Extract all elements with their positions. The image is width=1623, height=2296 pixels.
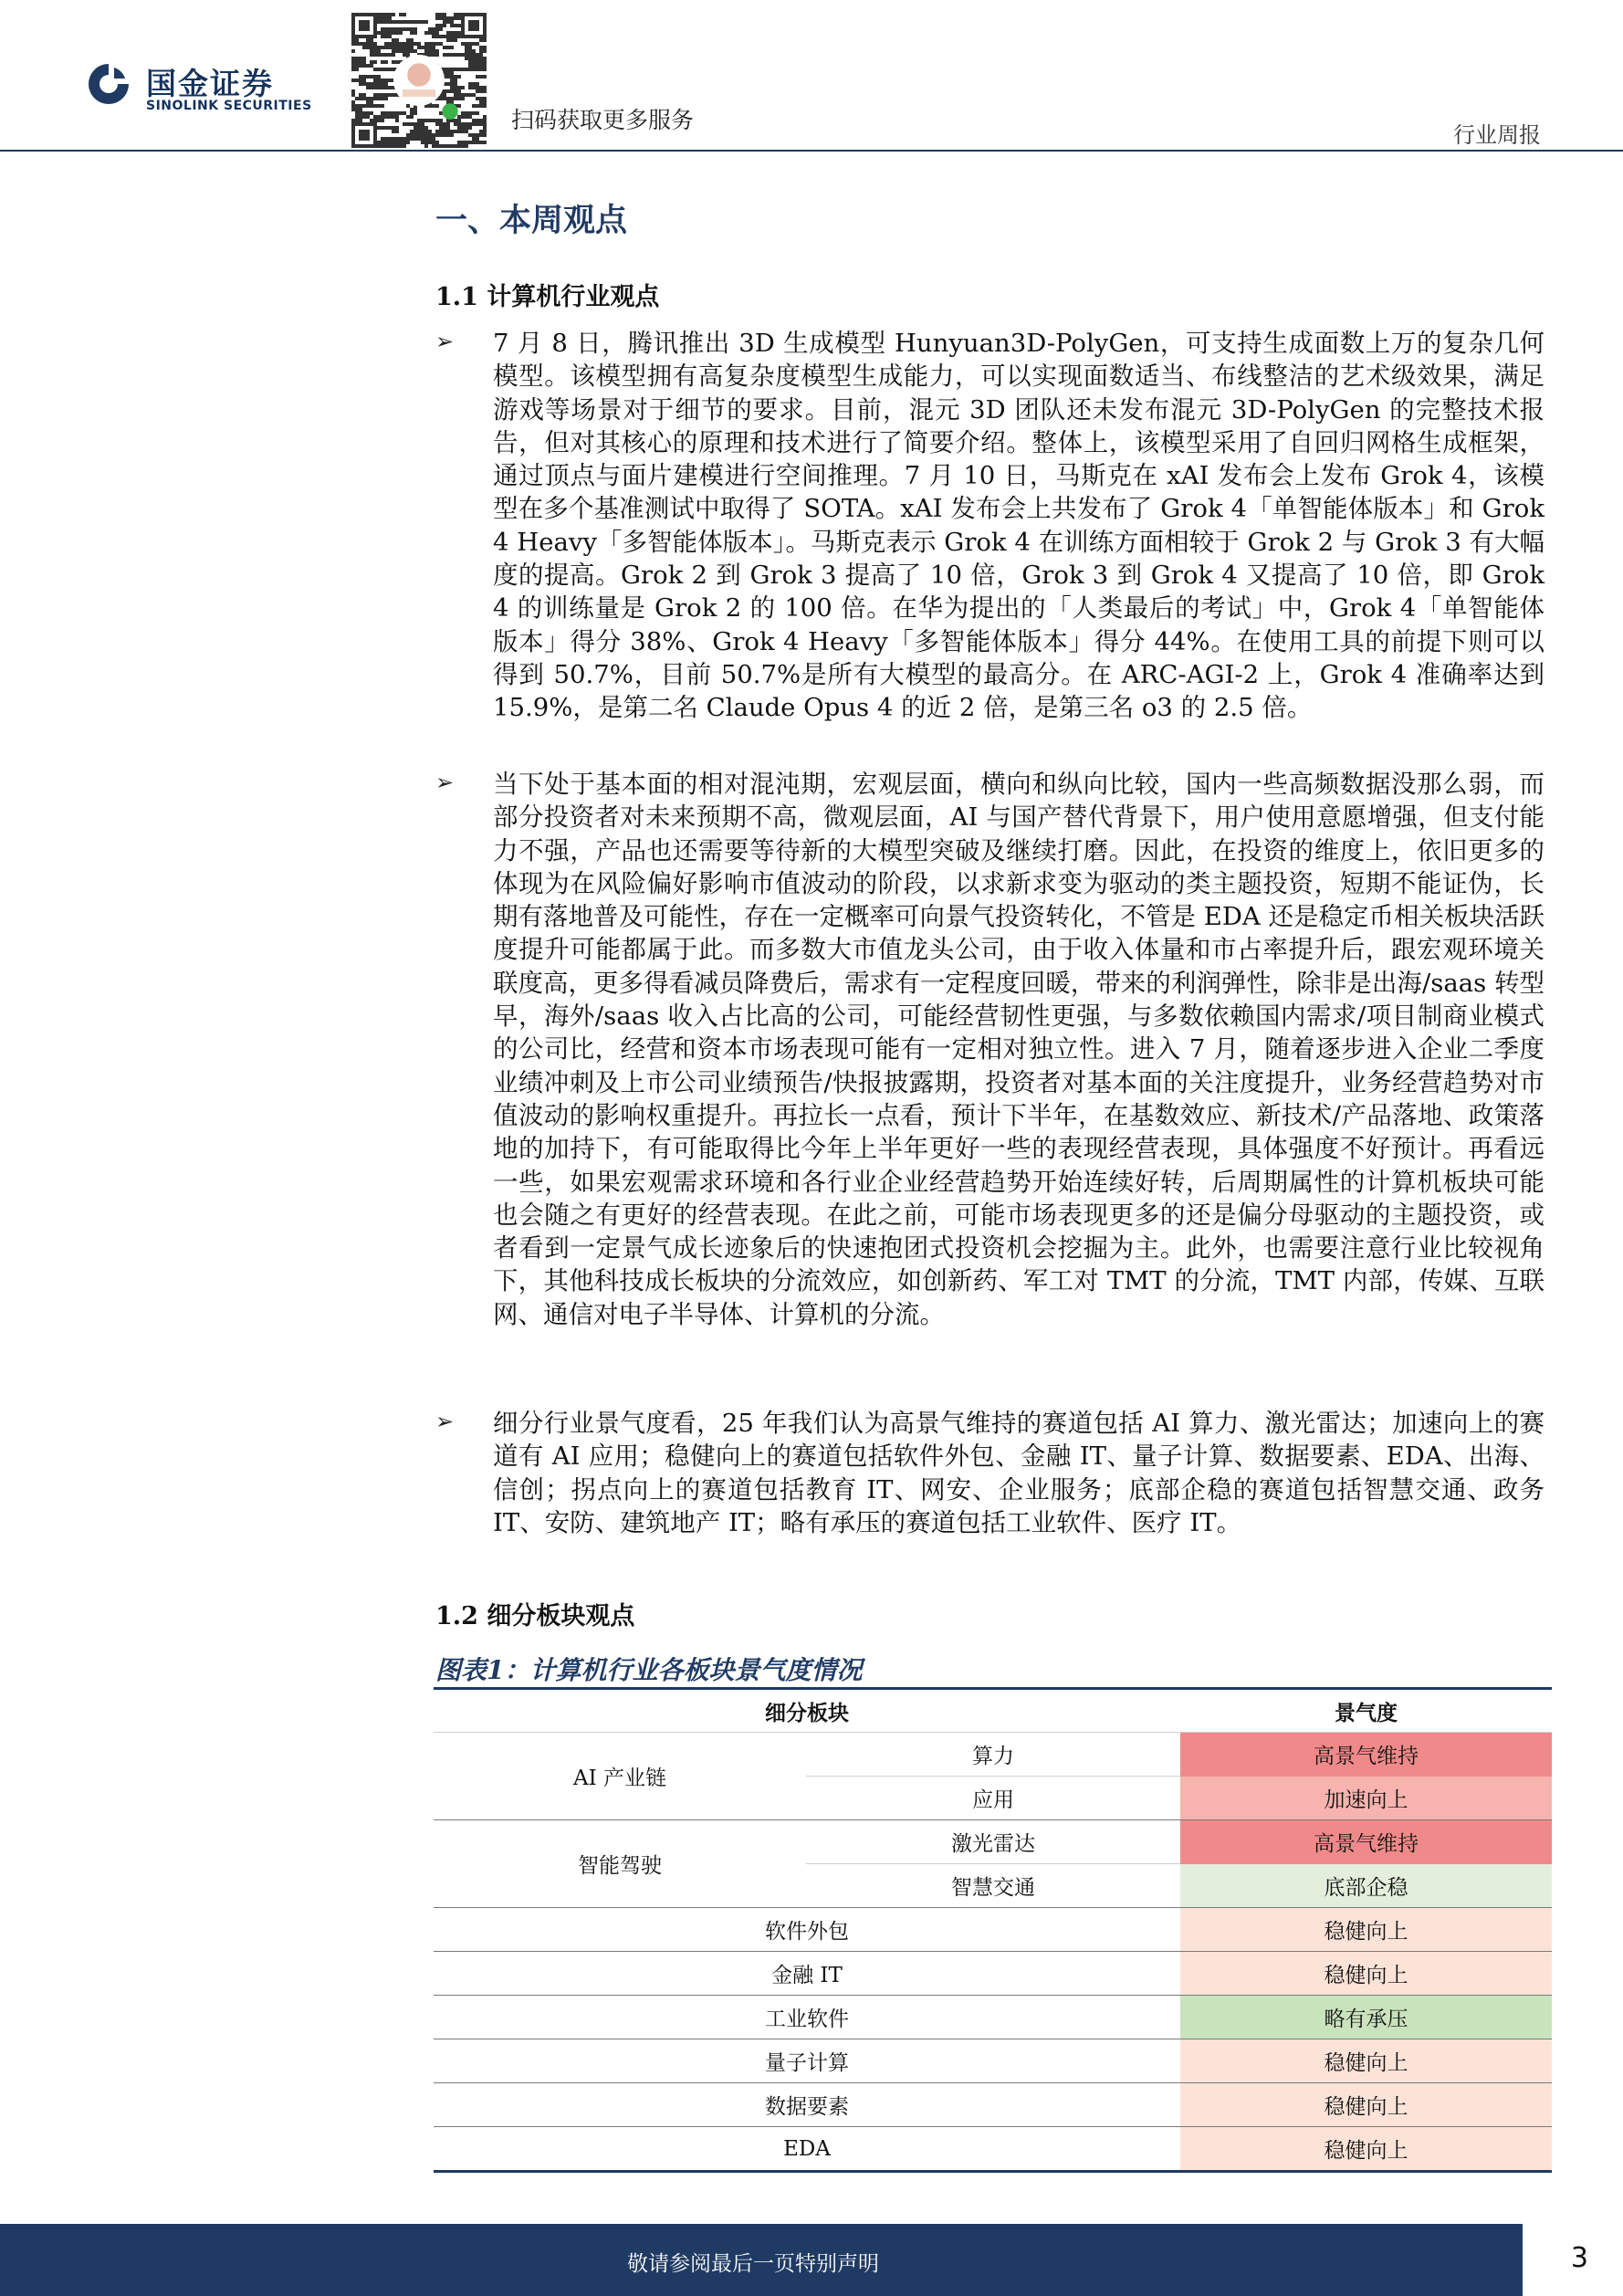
status-cell: 稳健向上 — [1180, 2083, 1552, 2127]
table-row — [434, 1733, 1552, 1777]
table-row — [434, 2127, 1552, 2172]
status-cell: 略有承压 — [1180, 1996, 1552, 2039]
arrow-bullet-icon: ➢ — [435, 329, 455, 354]
status-cell: 底部企稳 — [1180, 1864, 1552, 1908]
table-row — [434, 1908, 1552, 1952]
sector-name: EDA — [434, 2127, 1180, 2172]
report-type-label: 行业周报 — [1453, 122, 1541, 148]
table-row — [434, 2083, 1552, 2127]
sub-sector: 激光雷达 — [806, 1820, 1180, 1864]
status-cell: 稳健向上 — [1180, 2127, 1552, 2172]
brand-name-cn: 国金证券 — [146, 66, 274, 101]
page-number: 3 — [1570, 2242, 1588, 2274]
group-name: 智能驾驶 — [434, 1820, 806, 1908]
arrow-bullet-icon: ➢ — [435, 1409, 455, 1434]
sector-table — [434, 1690, 1552, 2173]
sub-sector: 算力 — [806, 1733, 1180, 1777]
col-header-status: 景气度 — [1180, 1690, 1552, 1733]
arrow-bullet-icon: ➢ — [435, 770, 455, 795]
section-title: 一、本周观点 — [435, 203, 628, 239]
header-divider — [0, 150, 1623, 152]
table-header-row — [434, 1690, 1552, 1733]
status-cell: 加速向上 — [1180, 1777, 1552, 1820]
paragraph-text: 当下处于基本面的相对混沌期，宏观层面，横向和纵向比较，国内一些高频数据没那么弱，而部分投资者对未来预期不高，微观层面，AI 与国产替代背景下，用户使用意愿增强，但支付能力不强，产品也还需要等待新的大模型突破及继续打磨。因此，在投资的维度上，依旧更多的体现为在风险偏好影响市值波动的阶段，以求新求变为驱动的类主题投资，短期不能证伪，长期有落地普及可能性，存在一定概率可向景气投资转化，不管是 EDA 还是稳定币相关板块活跃度提升可能都属于此。而多数大市值龙头公司，由于收入体量和市占率提升后，跟宏观环境关联度高，更多得看减员降费后，需求有一定程度回暖，带来的利润弹性，除非是出海/saas 转型早，海外/saas 收入占比高的公司，可能经营韧性更强，与多数依赖国内需求/项目制商业模式的公司比，经营和资本市场表现可能有一定相对独立性。进入 7 月，随着逐步进入企业二季度业绩冲刺及上市公司业绩预告/快报披露期，投资者对基本面的关注度提升，业务经营趋势对市值波动的影响权重提升。再拉长一点看，预计下半年，在基数效应、新技术/产品落地、政策落地的加持下，有可能取得比今年上半年更好一些的表现经营表现，具体强度不好预计。再看远一些，如果宏观需求环境和各行业企业经营趋势开始连续好转，后周期属性的计算机板块可能也会随之有更好的经营表现。在此之前，可能市场表现更多的还是偏分母驱动的主题投资，或者看到一定景气成长迹象后的快速抱团式投资机会挖掘为主。此外，也需要注意行业比较视角下，其他科技成长板块的分流效应，如创新药、军工对 TMT 的分流，TMT 内部，传媒、互联网、通信对电子半导体、计算机的分流。 — [493, 770, 1544, 1329]
status-cell: 稳健向上 — [1180, 2039, 1552, 2083]
table-row — [434, 1952, 1552, 1996]
footer-disclaimer: 敬请参阅最后一页特别声明 — [627, 2252, 879, 2276]
sector-name: 数据要素 — [434, 2083, 1180, 2127]
subsection-title-1: 1.1 计算机行业观点 — [435, 283, 660, 311]
page-header — [0, 0, 1623, 151]
table-row — [434, 1996, 1552, 2039]
subsection-title-2: 1.2 细分板块观点 — [435, 1602, 635, 1630]
brand-name-en: SINOLINK SECURITIES — [146, 99, 312, 113]
status-cell: 高景气维持 — [1180, 1820, 1552, 1864]
sector-name: 金融 IT — [434, 1952, 1180, 1996]
table-title: 图表1：计算机行业各板块景气度情况 — [435, 1655, 863, 1685]
status-cell: 稳健向上 — [1180, 1952, 1552, 1996]
col-header-sector: 细分板块 — [434, 1690, 1180, 1733]
sub-sector: 应用 — [972, 1788, 1014, 1812]
status-cell: 高景气维持 — [1180, 1733, 1552, 1777]
sector-name: 量子计算 — [434, 2039, 1180, 2083]
table-row — [434, 2039, 1552, 2083]
sinolink-logo-icon — [87, 62, 131, 106]
table-row — [434, 1820, 1552, 1864]
paragraph-text: 细分行业景气度看，25 年我们认为高景气维持的赛道包括 AI 算力、激光雷达；加速向上的赛道有 AI 应用；稳健向上的赛道包括软件外包、金融 IT、量子计算、数据要素、EDA、出海、信创；拐点向上的赛道包括教育 IT、网安、企业服务；底部企稳的赛道包括智慧交通、政务 IT、安防、建筑地产 IT；略有承压的赛道包括工业软件、医疗 IT。 — [493, 1409, 1544, 1537]
qr-code-icon[interactable] — [351, 13, 487, 148]
qr-caption: 扫码获取更多服务 — [511, 107, 695, 133]
paragraph-text: 7 月 8 日，腾讯推出 3D 生成模型 Hunyuan3D-PolyGen，可支持生成面数上万的复杂几何模型。该模型拥有高复杂度模型生成能力，可以实现面数适当、布线整洁的艺术级效果，满足游戏等场景对于细节的要求。目前，混元 3D 团队还未发布混元 3D-PolyGen 的完整技术报告，但对其核心的原理和技术进行了简要介绍。整体上，该模型采用了自回归网格生成框架，通过顶点与面片建模进行空间推理。7 月 10 日，马斯克在 xAI 发布会上发布 Grok 4，该模型在多个基准测试中取得了 SOTA。xAI 发布会上共发布了 Grok 4「单智能体版本」和 Grok 4 Heavy「多智能体版本」。马斯克表示 Grok 4 在训练方面相较于 Grok 2 与 Grok 3 有大幅度的提高。Grok 2 到 Grok 3 提高了 10 倍，Grok 3 到 Grok 4 又提高了 10 倍，即 Grok 4 的训练量是 Grok 2 的 100 倍。在华为提出的「人类最后的考试」中，Grok 4「单智能体版本」得分 38%、Grok 4 Heavy「多智能体版本」得分 44%。在使用工具的前提下则可以得到 50.7%，目前 50.7%是所有大模型的最高分。在 ARC-AGI-2 上，Grok 4 准确率达到 15.9%，是第二名 Claude Opus 4 的近 2 倍，是第三名 o3 的 2.5 倍。 — [493, 329, 1544, 723]
sub-sector: 智慧交通 — [951, 1876, 1035, 1900]
sector-name: 软件外包 — [434, 1908, 1180, 1952]
status-cell: 稳健向上 — [1180, 1908, 1552, 1952]
group-name: AI 产业链 — [572, 1767, 666, 1790]
sector-name: 工业软件 — [434, 1996, 1180, 2039]
